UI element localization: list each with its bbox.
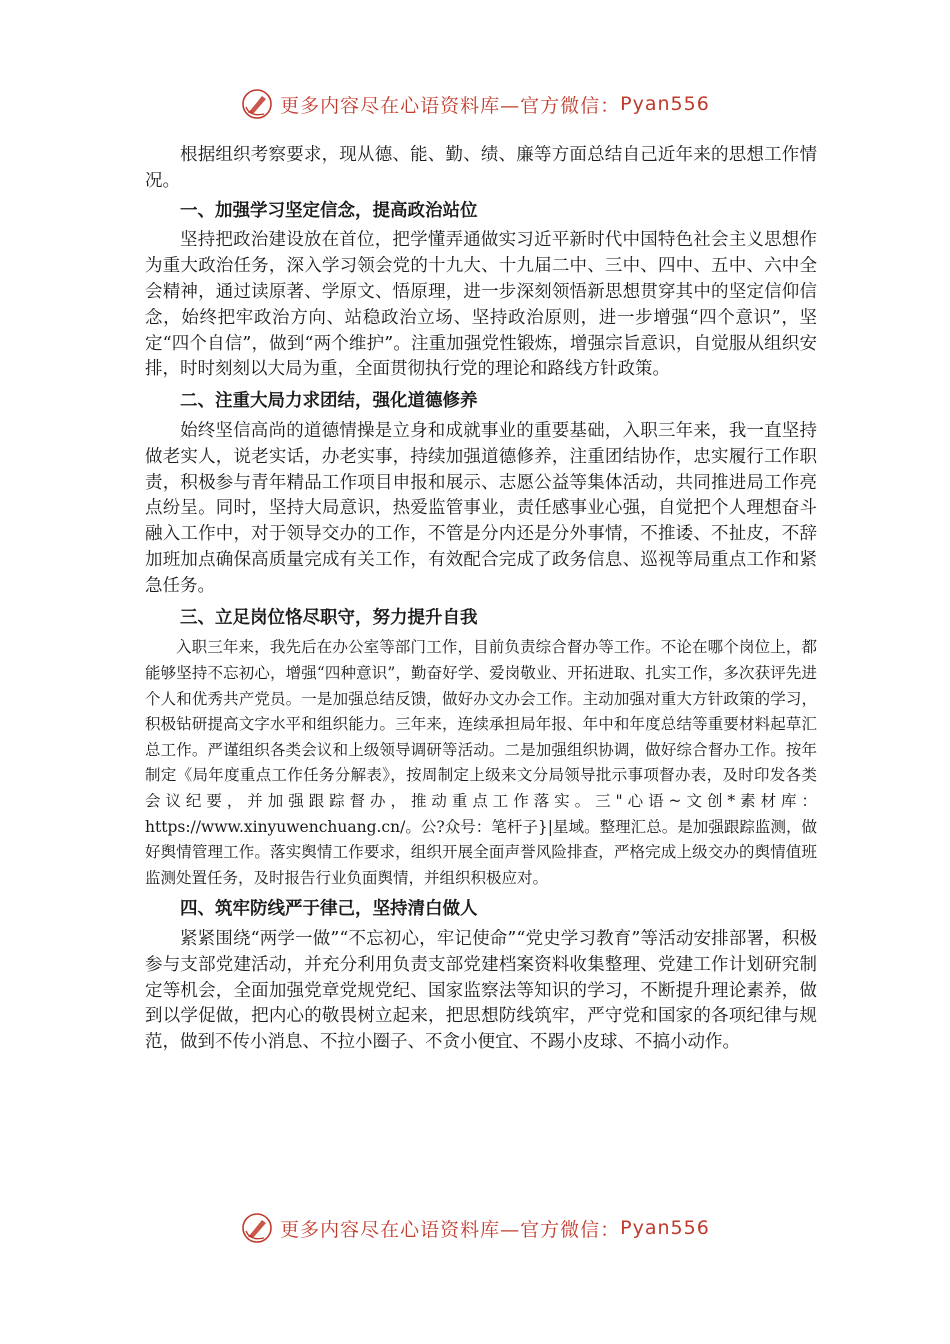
section-4-body: 紧紧围绕“两学一做”“不忘初心，牢记使命”“党史学习教育”等活动安排部署，积极参与支部党建活动，并充分利用负责支部党建档案资料收集整理、党建工作计划研究制定等机会，全面加强党章党规党纪、国家监察法等知识的学习，不断提升理论素养，做到以学促做，把内心的敬畏树立起来，把思想防线筑牢，严守党和国家的各项纪律与规范，做到不传小消息、不拉小圈子、不贪小便宜、不踢小皮球、不搞小动作。 xyxy=(145,929,817,1053)
section-3-heading: 三、立足岗位恪尽职守，努力提升自我 xyxy=(180,607,478,628)
banner-text: 更多内容尽在心语资料库—官方微信： xyxy=(280,1218,621,1241)
section-1-body: 坚持把政治建设放在首位，把学懂弄通做实习近平新时代中国特色社会主义思想作为重大政治任务，深入学习领会党的十九大、十九届二中、三中、四中、五中、六中全会精神，通过读原著、学原文、悟原理，进一步深刻领悟新思想贯穿其中的坚定信仰信念，始终把牢政治方向、站稳政治立场、坚持政治原则，进一步增强“四个意识”，坚定“四个自信”，做到“两个维护”。注重加强党性锻炼，增强宗旨意识，自觉服从组织安排，时时刻刻以大局为重，全面贯彻执行党的理论和路线方针政策。 xyxy=(145,230,817,380)
pen-nib-logo-icon xyxy=(240,87,274,121)
header-banner xyxy=(0,86,950,122)
section-4-heading: 四、筑牢防线严于律己，坚持清白做人 xyxy=(180,899,478,920)
banner-wechat-id: Pyan556 xyxy=(620,93,710,115)
banner-wechat-id: Pyan556 xyxy=(620,1217,710,1239)
section-1-heading: 一、加强学习坚定信念，提高政治站位 xyxy=(180,200,478,221)
document-body xyxy=(145,143,817,1056)
section-3-body: 入职三年来，我先后在办公室等部门工作，目前负责综合督办等工作。不论在哪个岗位上，都能够坚持不忘初心，增强“四种意识”，勤奋好学、爱岗敬业、开拓进取、扎实工作，多次获评先进个人和优秀共产党员。一是加强总结反馈，做好办文办会工作。主动加强对重大方针政策的学习，积极钻研提高文字水平和组织能力。三年来，连续承担局年报、年中和年度总结等重要材料起草汇总工作。严谨组织各类会议和上级领导调研等活动。二是加强组织协调，做好综合督办工作。按年制定《局年度重点工作任务分解表》，按周制定上级来文分局领导批示事项督办表，及时印发各类会议纪要，并加强跟踪督办，推动重点工作落实。三"心语~文创*素材库：https://www.xinyuwenchuang.cn/。公?众号：笔杆子}|星域。整理汇总。是加强跟踪监测，做好舆情管理工作。落实舆情工作要求，组织开展全面声誉风险排查，严格完成上级交办的舆情值班监测处置任务，及时报告行业负面舆情，并组织积极应对。 xyxy=(145,638,817,887)
intro-paragraph: 根据组织考察要求，现从德、能、勤、绩、廉等方面总结自己近年来的思想工作情况。 xyxy=(145,145,817,191)
section-2-heading: 二、注重大局力求团结，强化道德修养 xyxy=(180,391,478,412)
section-2-body: 始终坚信高尚的道德情操是立身和成就事业的重要基础，入职三年来，我一直坚持做老实人，说老实话，办老实事，持续加强道德修养，注重团结协作，忠实履行工作职责，积极参与青年精品工作项目申报和展示、志愿公益等集体活动，共同推进局工作亮点纷呈。同时，坚持大局意识，热爱监管事业，责任感事业心强，自觉把个人理想奋斗融入工作中，对于领导交办的工作，不管是分内还是分外事情，不推诿、不扯皮，不辞加班加点确保高质量完成有关工作，有效配合完成了政务信息、巡视等局重点工作和紧急任务。 xyxy=(145,420,817,596)
pen-nib-logo-icon xyxy=(240,1211,274,1245)
footer-banner xyxy=(0,1210,950,1246)
banner-text: 更多内容尽在心语资料库—官方微信： xyxy=(280,94,621,117)
